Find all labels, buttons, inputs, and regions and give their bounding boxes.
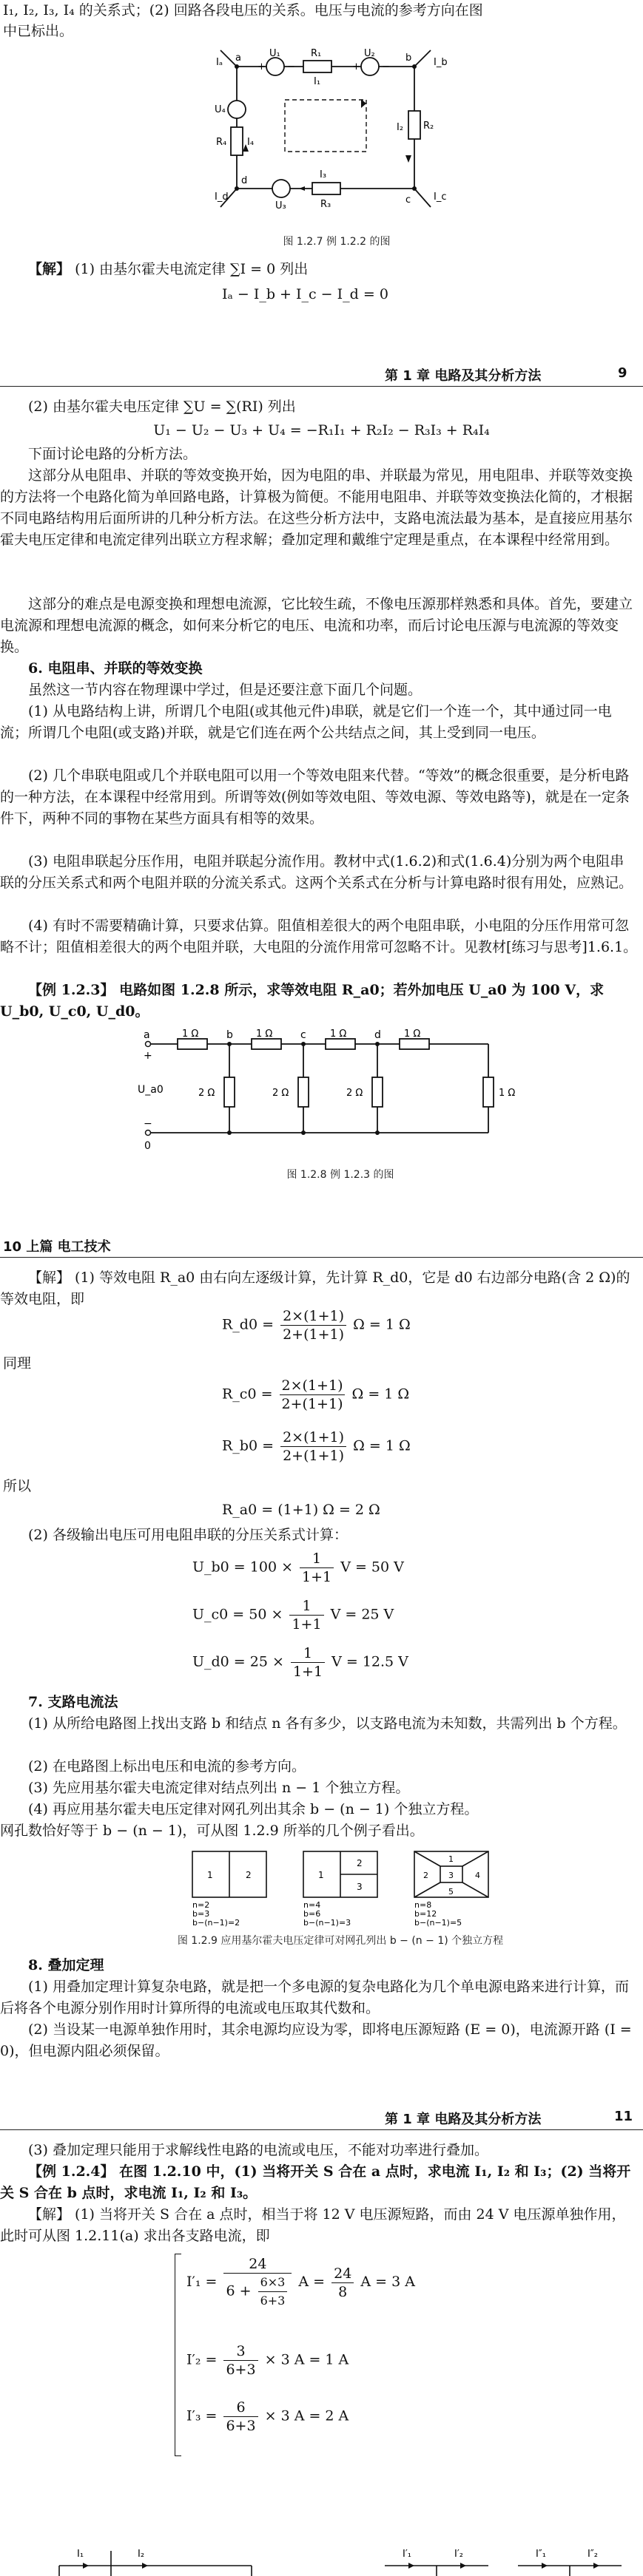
section-7-title: 7. 支路电流法 — [28, 1694, 118, 1710]
note-4: (4) 有时不需要精确计算，只要求估算。阻值相差很大的两个电阻串联，小电阻的分压作用常可忽略不计；阻值相差很大的两个电阻并联，大电阻的分流作用常可忽略不计。见教材[练习与思考]1.6.1。 — [0, 918, 638, 955]
step-8-3: (3) 叠加定理只能用于求解线性电路的电流或电压，不能对功率进行叠加。 — [28, 2142, 488, 2158]
fig8-node-c: c — [300, 1029, 306, 1041]
fig7-plus-1: + — [257, 61, 266, 72]
fig8-r-bc: 1 Ω — [256, 1029, 273, 1040]
i2p-rhs: × 3 A = 1 A — [264, 2351, 349, 2368]
i1p-num2: 24 — [331, 2265, 354, 2283]
fig8-node-a: a — [144, 1029, 150, 1041]
fig7-id: I_d — [215, 191, 229, 203]
fig7-ia: Iₐ — [216, 57, 223, 68]
page12-page-number: 11 — [614, 2109, 633, 2124]
fig9-box2-mesh-1: 1 — [318, 1870, 324, 1880]
fig8-ua0: U_a0 — [138, 1084, 164, 1096]
ub0-den: 1+1 — [302, 1569, 332, 1585]
fig7-ib: I_b — [434, 57, 448, 68]
caption-fig-1-2-9: 图 1.2.9 应用基尔霍夫电压定律可对网孔列出 b − (n − 1) 个独立方程 — [177, 1935, 504, 1947]
ud0-lhs: U_d0 = 25 × — [192, 1653, 284, 1670]
fig7-u2: U₂ — [364, 48, 375, 59]
figure-1-2-9-meshes — [185, 1848, 496, 1930]
intro-line-2: 中已标出。 — [3, 23, 74, 39]
example-1-2-4: 【例 1.2.4】 在图 1.2.10 中，(1) 当将开关 S 合在 a 点时，求电流 I₁, I₂ 和 I₃；(2) 当将开关 S 合在 b 点时，求电流 I₁, I₂ 和 I₃。 — [0, 2163, 631, 2201]
fig7-plus-2: + — [352, 61, 360, 72]
fig9-box3-mesh-1: 1 — [448, 1854, 454, 1864]
fig10-i2: I₂ — [138, 2549, 145, 2560]
fig7-r4: R₄ — [216, 137, 227, 148]
equation-i1-prime — [186, 2255, 415, 2310]
fig9-box2-l3: b−(n−1)=3 — [303, 1918, 351, 1928]
fig7-i1: I₁ — [314, 76, 321, 87]
fig7-i2: I₂ — [397, 122, 404, 133]
ud0-den: 1+1 — [292, 1664, 323, 1680]
fig9-box1-l1: n=2 — [192, 1900, 210, 1910]
fig7-r1: R₁ — [311, 48, 322, 59]
example-1-2-3: 【例 1.2.3】 电路如图 1.2.8 所示，求等效电阻 R_a0；若外加电压 U_a0 为 100 V，求 U_b0, U_c0, U_d0。 — [0, 982, 605, 1020]
fig9-box3-mesh-3: 3 — [448, 1871, 454, 1880]
fig8-p-b: 2 Ω — [198, 1088, 215, 1099]
equation-i2-prime — [186, 2342, 349, 2379]
kvl-intro: (2) 由基尔霍夫电压定律 ∑U = ∑(RI) 列出 — [28, 399, 296, 415]
i2p-lhs: I′₂ = — [186, 2351, 218, 2368]
rd0-lhs: R_d0 = — [222, 1316, 275, 1333]
fig8-p-e: 1 Ω — [499, 1088, 516, 1099]
section-6-title: 6. 电阻串、并联的等效变换 — [28, 660, 203, 677]
uc0-rhs: V = 25 V — [330, 1606, 394, 1623]
equation-ud0 — [192, 1644, 408, 1681]
circuit-figure-1-2-7 — [215, 44, 459, 229]
text-same: 同理 — [3, 1355, 32, 1372]
step-8-1: (1) 用叠加定理计算复杂电路，就是把一个多电源的复杂电路化为几个单电源电路来进行计算，而后将各个电源分别作用时计算所得的电流或电压取其代数和。 — [0, 1979, 629, 2016]
fig11b-i2-dprime: I″₂ — [588, 2549, 598, 2560]
para-series-parallel: 这部分从电阻串、并联的等效变换开始，因为电阻的串、并联最为常见，用电阻串、并联等效变换的方法将一个电路化简为单回路电路，计算极为简便。不能用电阻串、并联等效变换法化简的，才根据不同电路结构用后面所讲的几种分析方法。在这些分析方法中，支路电流法最为基本，是直接应用基尔霍夫电压定律和电流定律列出联立方程求解；叠加定理和戴维宁定理是重点，在本课程中经常用到。 — [0, 467, 633, 548]
page10-page-number: 9 — [618, 365, 627, 381]
fig8-node-b: b — [226, 1029, 233, 1041]
equation-rc0 — [222, 1377, 409, 1413]
ub0-lhs: U_b0 = 100 × — [192, 1559, 293, 1576]
fig7-r3: R₃ — [320, 199, 331, 210]
rb0-num: 2×(1+1) — [280, 1428, 346, 1447]
fig7-node-a: a — [235, 52, 241, 64]
fig7-minus-2: − — [382, 61, 390, 72]
note-2: (2) 几个串联电阻或几个并联电阻可以用一个等效电阻来代替。“等效”的概念很重要，是分析电路的一种方法，在本课程中经常用到。所谓等效(例如等效电阻、等效电源、等效电路等)，就是在一定条件下，两种不同的事物在某些方面具有相等的效果。 — [0, 767, 630, 827]
rb0-den: 2+(1+1) — [283, 1448, 345, 1464]
fig7-node-b: b — [405, 52, 412, 64]
fig8-plus: + — [144, 1050, 152, 1062]
fig9-box3-mesh-5: 5 — [448, 1887, 454, 1897]
step-7-5: 网孔数恰好等于 b − (n − 1)，可从图 1.2.9 所举的几个例子看出。 — [0, 1823, 424, 1839]
solution-2-text: (2) 各级输出电压可用电阻串联的分压关系式计算： — [28, 1527, 348, 1543]
i3p-num: 6 — [223, 2399, 257, 2417]
equation-i3-prime — [186, 2399, 349, 2435]
step-7-4: (4) 再应用基尔霍夫电压定律对网孔列出其余 b − (n − 1) 个独立方程。 — [28, 1801, 479, 1817]
solution-label: 【解】 — [28, 261, 71, 277]
equation-ub0 — [192, 1550, 404, 1586]
fig8-node-d: d — [374, 1029, 381, 1041]
equation-rd0 — [222, 1307, 411, 1343]
fig8-r-de: 1 Ω — [404, 1029, 421, 1040]
solution-kcl-text: (1) 由基尔霍夫电流定律 ∑I = 0 列出 — [75, 261, 309, 277]
rc0-num: 2×(1+1) — [280, 1377, 346, 1395]
rb0-rhs: Ω = 1 Ω — [353, 1437, 411, 1454]
fig7-u3: U₃ — [275, 200, 286, 211]
text-so: 所以 — [3, 1478, 32, 1494]
fig8-node-0: 0 — [144, 1140, 151, 1152]
i1p-lhs: I′₁ = — [186, 2274, 218, 2290]
step-7-1: (1) 从所给电路图上找出支路 b 和结点 n 各有多少，以支路电流为未知数，共需列出 b 个方程。 — [28, 1715, 627, 1732]
fig7-i4: I₄ — [247, 137, 255, 148]
ub0-num: 1 — [300, 1550, 334, 1568]
fig11b-i1-dprime: I″₁ — [536, 2549, 546, 2560]
step-7-2: (2) 在电路图上标出电压和电流的参考方向。 — [28, 1758, 306, 1775]
caption-fig-1-2-8: 图 1.2.8 例 1.2.3 的图 — [286, 1169, 394, 1181]
step-8-2: (2) 当设某一电源单独作用时，其余电源均应设为零，即将电压源短路 (E = 0)，电流源开路 (I = 0)，但电源内阻必须保留。 — [0, 2021, 632, 2059]
fig9-box2-l2: b=6 — [303, 1909, 321, 1919]
fig7-u1: U₁ — [269, 48, 280, 59]
fig7-node-d: d — [241, 175, 248, 186]
i3p-rhs: × 3 A = 2 A — [264, 2407, 349, 2424]
i2p-num: 3 — [223, 2342, 257, 2361]
caption-fig-1-2-7: 图 1.2.7 例 1.2.2 的图 — [283, 236, 391, 248]
fig11a-i2-prime: I′₂ — [454, 2549, 463, 2560]
fig7-ic: I_c — [434, 191, 447, 203]
fig9-box2-mesh-3: 3 — [357, 1882, 363, 1892]
fig9-box1-mesh-1: 1 — [207, 1870, 213, 1880]
page9-solution-line — [28, 259, 635, 280]
i1p-den2: 8 — [338, 2283, 348, 2300]
fig8-p-c: 2 Ω — [272, 1088, 289, 1099]
i1p-den-den: 6+3 — [260, 2294, 286, 2308]
i2p-den: 6+3 — [226, 2362, 256, 2378]
i1p-rhs: A = 3 A — [360, 2274, 415, 2290]
rd0-den: 2+(1+1) — [283, 1326, 345, 1343]
uc0-lhs: U_c0 = 50 × — [192, 1606, 283, 1623]
fig8-r-cd: 1 Ω — [330, 1029, 347, 1040]
para-source-transform: 这部分的难点是电源变换和理想电流源，它比较生疏，不像电压源那样熟悉和具体。首先，要建立电流源和理想电流源的概念，如何来分析它的电压、电流和功率，而后讨论电压源与电流源的等效变换。 — [0, 596, 633, 655]
step-7-3: (3) 先应用基尔霍夫电流定律对结点列出 n − 1 个独立方程。 — [28, 1780, 410, 1796]
page11-running-head: 10 上篇 电工技术 — [3, 1239, 111, 1255]
fig9-box2-mesh-2: 2 — [357, 1858, 363, 1868]
i1p-mid: A = — [298, 2274, 326, 2290]
rd0-rhs: Ω = 1 Ω — [353, 1316, 411, 1333]
intro-line-1: I₁, I₂, I₃, I₄ 的关系式；(2) 回路各段电压的关系。电压与电流的参考方向在图 — [3, 2, 483, 18]
equation-kcl: Iₐ − I_b + I_c − I_d = 0 — [222, 286, 388, 302]
page10-running-head: 第 1 章 电路及其分析方法 — [385, 368, 542, 384]
ub0-rhs: V = 50 V — [340, 1559, 404, 1576]
fig9-box3-l2: b=12 — [414, 1909, 437, 1919]
fig8-minus: − — [144, 1118, 152, 1130]
equation-rb0 — [222, 1428, 411, 1465]
fig9-box3-l1: n=8 — [414, 1900, 432, 1910]
fig7-u4: U₄ — [215, 104, 226, 115]
fig8-r-ab: 1 Ω — [182, 1029, 199, 1040]
equation-uc0 — [192, 1597, 394, 1633]
circuit-figure-1-2-10-partial — [0, 2499, 643, 2576]
fig8-p-d: 2 Ω — [346, 1088, 363, 1099]
solution-ex-1-2-4: 【解】 (1) 当将开关 S 合在 a 点时，相当于将 12 V 电压源短路，而由 24 V 电压源单独作用，此时可从图 1.2.11(a) 求出各支路电流，即 — [0, 2206, 626, 2244]
fig9-box1-l3: b−(n−1)=2 — [192, 1918, 240, 1928]
i3p-lhs: I′₃ = — [186, 2407, 218, 2424]
fig9-box2-l1: n=4 — [303, 1900, 321, 1910]
fig9-box1-mesh-2: 2 — [246, 1870, 252, 1880]
fig9-box1-l2: b=3 — [192, 1909, 210, 1919]
rc0-rhs: Ω = 1 Ω — [351, 1386, 410, 1403]
fig9-box3-mesh-4: 4 — [475, 1871, 480, 1880]
rc0-lhs: R_c0 = — [222, 1386, 273, 1403]
ud0-num: 1 — [291, 1644, 325, 1663]
rb0-lhs: R_b0 = — [222, 1437, 275, 1454]
uc0-den: 1+1 — [292, 1616, 322, 1633]
fig11a-i1-prime: I′₁ — [403, 2549, 411, 2560]
rc0-den: 2+(1+1) — [281, 1396, 343, 1412]
fig7-r2: R₂ — [423, 121, 434, 132]
note-1: (1) 从电路结构上讲，所谓几个电阻(或其他元件)串联，就是它们一个连一个，其中通过同一电流；所谓几个电阻(或支路)并联，就是它们连在两个公共结点之间，其上受到同一电压。 — [0, 703, 612, 741]
uc0-num: 1 — [289, 1597, 323, 1616]
equation-ra0: R_a0 = (1+1) Ω = 2 Ω — [222, 1502, 380, 1518]
fig9-box3-mesh-2: 2 — [423, 1871, 428, 1880]
fig7-minus-1: − — [287, 61, 295, 72]
i3p-den: 6+3 — [226, 2418, 256, 2434]
note-3: (3) 电阻串联起分压作用，电阻并联起分流作用。教材中式(1.6.2)和式(1.6.4)分别为两个电阻串联的分压关系式和两个电阻并联的分流关系式。这两个关系式在分析与计算电路时很有用处，应熟记。 — [0, 853, 633, 891]
fig10-i1: I₁ — [77, 2549, 84, 2560]
fig9-box3-l3: b−(n−1)=5 — [414, 1918, 462, 1928]
i1p-den-pre: 6 + — [226, 2282, 252, 2299]
solution-1-text: 【解】 (1) 等效电阻 R_a0 由右向左逐级计算，先计算 R_d0，它是 d0 右边部分电路(含 2 Ω)的等效电阻，即 — [0, 1270, 630, 1307]
i1p-den-num: 6×3 — [258, 2274, 288, 2292]
equation-kvl: U₁ − U₂ − U₃ + U₄ = −R₁I₁ + R₂I₂ − R₃I₃ + R₄I₄ — [153, 422, 490, 438]
i1p-num: 24 — [223, 2255, 292, 2274]
circuit-figure-1-2-8 — [133, 1029, 548, 1155]
ud0-rhs: V = 12.5 V — [331, 1653, 408, 1670]
analysis-intro: 下面讨论电路的分析方法。 — [28, 446, 198, 462]
para-notes: 虽然这一节内容在物理课中学过，但是还要注意下面几个问题。 — [28, 682, 423, 698]
rd0-num: 2×(1+1) — [280, 1307, 346, 1326]
section-8-title: 8. 叠加定理 — [28, 1957, 104, 1973]
fig7-node-c: c — [405, 194, 411, 206]
page12-running-head: 第 1 章 电路及其分析方法 — [385, 2112, 542, 2127]
fig7-i3: I₃ — [320, 169, 327, 180]
